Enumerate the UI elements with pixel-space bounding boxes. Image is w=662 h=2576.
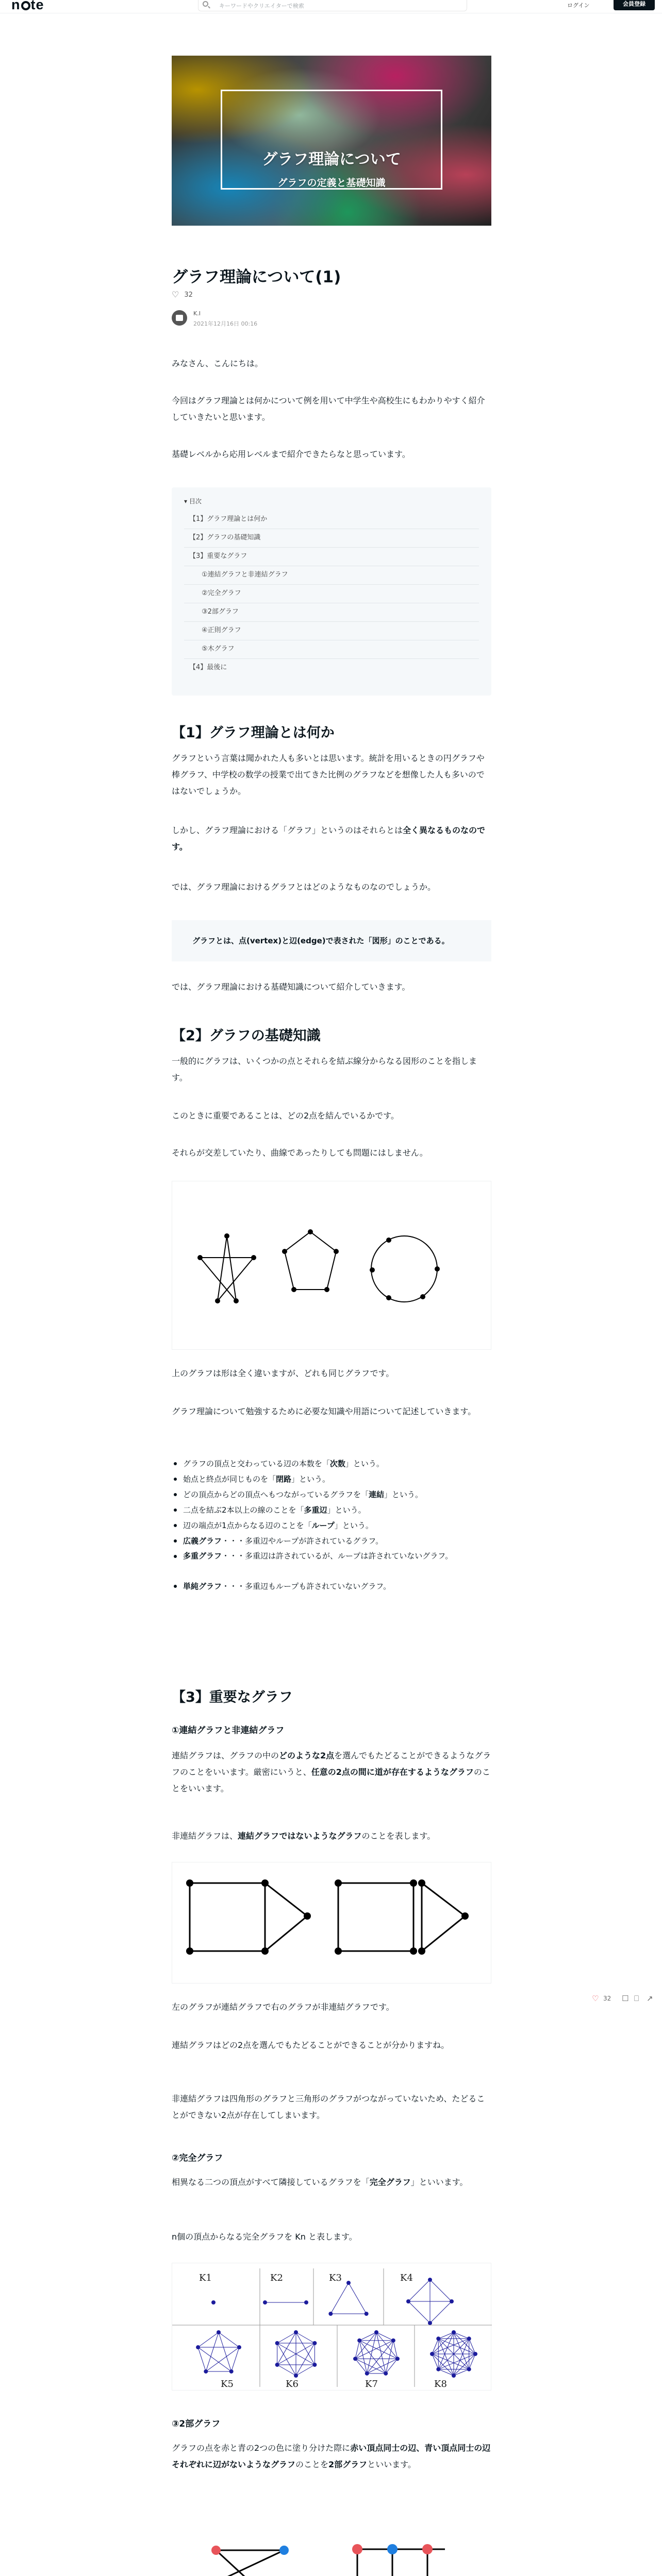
term: ループ (311, 1521, 335, 1530)
eyecatch-subtitle: グラフの定義と基礎知識 (277, 177, 386, 189)
graph-edge (355, 2341, 393, 2359)
share-icon[interactable]: ↗ (647, 1994, 653, 2003)
signup-button[interactable]: 会員登録 (614, 0, 655, 10)
eyecatch-frame (221, 90, 442, 190)
term: 次数 (329, 1459, 345, 1468)
k-label: K7 (365, 2379, 378, 2389)
graph-vertex (354, 2357, 357, 2361)
text: ・・・多重辺もループも許されていないグラフ。 (222, 1582, 391, 1591)
connected-vs-disconnected-diagram (172, 1862, 492, 1984)
graph-vertex (384, 2371, 388, 2375)
graph-vertex (294, 2374, 298, 2378)
graph-vertex (305, 2301, 308, 2304)
k-label: K4 (400, 2273, 413, 2283)
text: ・・・多重辺やループが許されているグラフ。 (222, 1536, 384, 1546)
graph-edge (198, 2347, 231, 2371)
graph-vertex (365, 2371, 369, 2375)
graph-edge (296, 2332, 315, 2343)
paragraph: それらが交差していたり、曲線であったりしても問題にはしません。 (172, 1148, 428, 1158)
graph-vertex (263, 2301, 267, 2304)
paragraph: グラフ理論について勉強するために必要な知識や用語について記述していきます。 (172, 1406, 476, 1416)
text: グラフの頂点と交わっている辺の本数を「 (183, 1459, 330, 1468)
graph-edge (231, 2347, 239, 2371)
list-item (172, 1579, 491, 1594)
term: 連結 (369, 1490, 385, 1499)
term: 多重辺 (304, 1505, 327, 1515)
graph-vertex (428, 2278, 432, 2282)
toc-heading[interactable]: ▾ 目次 (184, 497, 479, 505)
graph-vertex (294, 2331, 298, 2334)
like-count: 32 (184, 291, 193, 299)
graph-vertex (329, 2312, 333, 2316)
paragraph (172, 822, 491, 855)
search-placeholder: キーワードやクリエイターで検索 (219, 3, 304, 9)
graph-vertex (450, 2300, 454, 2303)
subsection-heading: ①連結グラフと非連結グラフ (172, 1725, 285, 1736)
emphasis: 任意の2点の間に道が存在するようなグラフ (311, 1767, 474, 1777)
eyecatch-image (172, 56, 491, 226)
paragraph: このときに重要であることは、どの2点を結んでいるかです。 (172, 1111, 399, 1121)
bipartite-diagram (172, 2523, 491, 2576)
paragraph: 一般的にグラフは、いくつかの点とそれらを結ぶ線分からなる図形のことを指します。 (172, 1056, 477, 1082)
text: 連結グラフは、グラフの中の (172, 1751, 279, 1760)
k-label: K5 (221, 2379, 234, 2389)
text: 二点を結ぶ2本以上の線のことを「 (183, 1505, 304, 1515)
graph-vertex (204, 2369, 208, 2373)
paragraph (172, 2174, 491, 2191)
term: 単純グラフ (183, 1582, 222, 1591)
graph-vertex (217, 2331, 221, 2334)
toc-item[interactable]: 【4】最後に (189, 664, 227, 671)
text: といいます。 (367, 2460, 416, 2469)
paragraph: n個の頂点からなる完全グラフを Kn と表します。 (172, 2232, 357, 2242)
post-date: 2021年12月16日 00:16 (193, 320, 258, 327)
login-link[interactable]: ログイン (567, 2, 590, 9)
toc-item[interactable]: ②完全グラフ (184, 585, 479, 603)
graph-vertex (229, 2369, 233, 2373)
like-row (172, 290, 193, 299)
toc-item[interactable]: ①連結グラフと非連結グラフ (184, 566, 479, 585)
list-item (172, 1502, 491, 1518)
list-item (172, 1487, 491, 1502)
emphasis: 完全グラフ (369, 2177, 411, 2187)
graph-edge (430, 2280, 452, 2301)
text: どの頂点からどの頂点へもつながっているグラフを「 (183, 1490, 369, 1499)
heart-icon[interactable]: ♡ (172, 290, 179, 299)
graph-vertex (467, 2337, 471, 2341)
text: を選んでもたどることができるようなグラフのことをいいます。厳密にいうと、 (172, 1751, 491, 1777)
term: 閉路 (276, 1475, 292, 1484)
emphasis: 2部グラフ (328, 2460, 368, 2469)
emphasis: 全く異なるものなのです。 (172, 825, 486, 852)
graph-vertex (196, 2346, 200, 2349)
toc-item[interactable]: 【2】グラフの基礎知識 (184, 529, 479, 548)
term: 広義グラフ (183, 1536, 222, 1546)
paragraph: では、グラフ理論におけるグラフとはどのようなものなのでしょうか。 (172, 882, 436, 892)
paragraph (172, 1828, 491, 1844)
graph-vertex (437, 2367, 440, 2371)
text: 」といいます。 (410, 2177, 468, 2187)
graph-edge (277, 2332, 296, 2343)
graph-edge (198, 2332, 219, 2347)
text: 」という。 (345, 1459, 384, 1468)
graph-edge (359, 2332, 376, 2341)
graph-vertex (358, 2338, 361, 2342)
section-heading: 【1】グラフ理論とは何か (172, 725, 335, 741)
graph-edge (330, 2283, 349, 2314)
table-of-contents (172, 487, 491, 696)
graph-edge (277, 2343, 296, 2376)
emphasis: 赤い頂点同士の辺、青い頂点同士の辺それぞれに辺がないようなグラフ (172, 2443, 491, 2469)
paragraph: グラフという言葉は聞かれた人も多いとは思います。統計を用いるときの円グラフや棒グラフ、中学校の数学の授業で出てきた比例のグラフなどを想像した人も多いのではないでしょうか。 (172, 753, 485, 796)
text: のことを (295, 2460, 329, 2469)
graph-vertex (428, 2321, 432, 2325)
text: しかし、グラフ理論における「グラフ」というのはそれらとは (172, 825, 403, 835)
graph-vertex (275, 2342, 279, 2345)
k-label: K1 (199, 2273, 212, 2283)
graph-edge (198, 2347, 206, 2371)
k-label: K2 (270, 2273, 283, 2283)
text: 相異なる二つの頂点がすべて隣接しているグラフを「 (172, 2177, 370, 2187)
graph-figure-connected (172, 1862, 491, 1984)
intro-paragraph: みなさん、こんにちは。 (172, 359, 263, 368)
graph-edge (277, 2365, 296, 2376)
graph-vertex (375, 2331, 378, 2334)
graph-vertex (391, 2338, 395, 2342)
graph-vertex (313, 2342, 317, 2345)
text: 非連結グラフは、 (172, 1831, 238, 1841)
text: ・・・多重辺は許されているが、ループは許されていないグラフ。 (222, 1551, 453, 1561)
complete-graphs-figure (172, 2263, 491, 2391)
definition-box: グラフとは、点(vertex)と辺(edge)で表された「図形」のことである。 (172, 920, 491, 961)
term: 多重グラフ (183, 1551, 222, 1561)
list-item (172, 1533, 491, 1549)
graph-vertex (452, 2331, 456, 2334)
k-label: K3 (329, 2273, 342, 2283)
graph-vertex (275, 2363, 279, 2367)
toc-item[interactable]: ⑤木グラフ (184, 640, 479, 659)
list-item (172, 1549, 491, 1579)
floating-like-count: 32 (603, 1995, 611, 2002)
intro-paragraph: 今回はグラフ理論とは何かについて例を用いて中学生や高校生にもわかりやすく紹介していきたいと思います。 (172, 396, 485, 422)
toc-item[interactable]: ④正則グラフ (184, 622, 479, 640)
text: 」という。 (384, 1490, 423, 1499)
text: 辺の端点が1点からなる辺のことを「 (183, 1521, 312, 1530)
graph-vertex (237, 2346, 241, 2349)
paragraph: 左のグラフが連結グラフで右のグラフが非連結グラフです。 (172, 2002, 394, 2012)
graph-edge (206, 2347, 239, 2371)
text: のことを表します。 (361, 1831, 436, 1841)
same-graph-diagram (172, 1181, 492, 1350)
graph-vertex (431, 2352, 434, 2356)
graph-edge (408, 2301, 430, 2323)
paragraph: 非連結グラフは四角形のグラフと三角形のグラフがつながっていないため、たどることができない2点が存在してしまいます。 (172, 2094, 485, 2120)
graph-vertex (467, 2367, 471, 2371)
emphasis: どのような2点 (279, 1751, 335, 1760)
graph-vertex (347, 2281, 351, 2285)
paragraph: では、グラフ理論における基礎知識について紹介していきます。 (172, 982, 410, 992)
bipartite-figure (172, 2523, 491, 2576)
graph-vertex (395, 2357, 399, 2361)
text: 」という。 (291, 1475, 330, 1484)
graph-edge (355, 2359, 386, 2373)
article-title: グラフ理論について(1) (172, 268, 341, 286)
k-label: K6 (286, 2379, 299, 2389)
comment-icon[interactable]: ☐ (622, 1994, 629, 2003)
author-name[interactable]: K.I (193, 310, 201, 317)
graph-edge (349, 2283, 367, 2314)
search-input[interactable] (198, 0, 467, 11)
floating-actions (592, 1994, 659, 2006)
bookmark-icon[interactable]: ⎕ (634, 1994, 639, 2003)
graph-edge (219, 2332, 239, 2347)
graph-vertex (474, 2352, 477, 2356)
subsection-heading: ③2部グラフ (172, 2419, 221, 2429)
graph-vertex (365, 2312, 368, 2316)
graph-edge (376, 2332, 393, 2341)
eyecatch-title: グラフ理論について (262, 150, 401, 168)
paragraph (172, 1748, 491, 1797)
intro-paragraph: 基礎レベルから応用レベルまで紹介できたらなと思っています。 (172, 449, 410, 459)
k-label: K8 (434, 2379, 447, 2389)
glossary-list (172, 1456, 491, 1594)
search-icon (203, 1, 208, 7)
complete-graphs-diagram (172, 2263, 492, 2391)
heart-icon[interactable]: ♡ (592, 1994, 599, 2003)
graph-vertex (313, 2363, 317, 2367)
subsection-heading: ②完全グラフ (172, 2153, 223, 2163)
graph-edge (296, 2365, 315, 2376)
graph-edge (219, 2332, 231, 2371)
text: 始点と終点が同じものを「 (183, 1475, 276, 1484)
list-item (172, 1518, 491, 1533)
list-item (172, 1456, 491, 1471)
text: グラフの点を赤と青の2つの色に塗り分けた際に (172, 2443, 351, 2453)
graph-edge (206, 2332, 219, 2371)
section-heading: 【2】グラフの基礎知識 (172, 1028, 321, 1044)
graph-figure-same-graphs (172, 1181, 491, 1350)
list-item (172, 1471, 491, 1487)
emphasis: 連結グラフではないようなグラフ (238, 1831, 362, 1841)
site-header (0, 0, 662, 13)
toc-item[interactable]: 【1】グラフ理論とは何か (184, 511, 479, 529)
note-logo[interactable]: n te (11, 0, 44, 12)
text: 」という。 (327, 1505, 366, 1515)
graph-edge (367, 2359, 398, 2373)
avatar[interactable] (172, 310, 187, 326)
toc-item[interactable]: ③2部グラフ (184, 603, 479, 622)
graph-edge (430, 2301, 452, 2323)
paragraph: 連結グラフはどの2点を選んでもたどることができることが分かりますね。 (172, 2040, 450, 2050)
text: 」という。 (334, 1521, 373, 1530)
paragraph (172, 2440, 491, 2473)
text: のことをいいます。 (172, 1767, 490, 1793)
paragraph: 上のグラフは形は全く違いますが、どれも同じグラフです。 (172, 1368, 394, 1378)
graph-vertex (407, 2300, 410, 2303)
graph-edge (359, 2341, 398, 2359)
section-heading: 【3】重要なグラフ (172, 1689, 293, 1705)
graph-vertex (212, 2301, 216, 2304)
toc-item[interactable]: 【3】重要なグラフ (184, 548, 479, 566)
graph-vertex (452, 2374, 456, 2378)
graph-vertex (437, 2337, 440, 2341)
